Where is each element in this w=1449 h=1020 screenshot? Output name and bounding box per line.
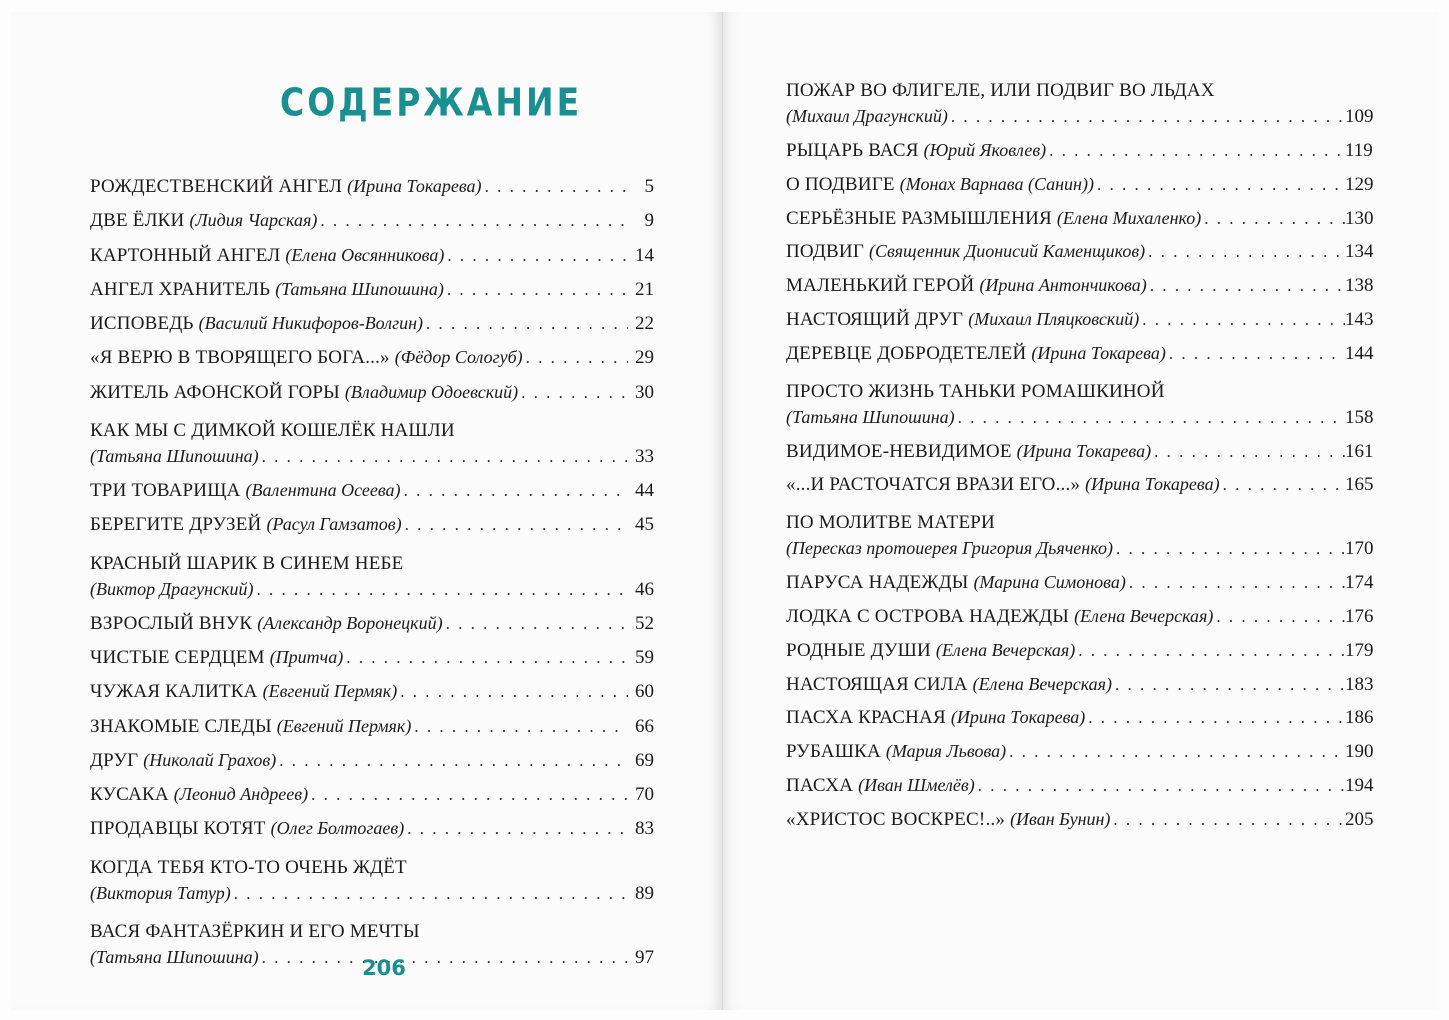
entry-page-number: 186 xyxy=(1345,707,1374,729)
entry-title: ВАСЯ ФАНТАЗЁРКИН И ЕГО МЕЧТЫ xyxy=(90,920,420,942)
dot-leader xyxy=(1213,607,1345,627)
entry-author: (Ирина Токарева) xyxy=(1016,440,1152,461)
entry-title: ДРУГ xyxy=(90,749,139,771)
entry-title: ПОДВИГ xyxy=(786,241,865,263)
entry-author: (Татьяна Шипошина) xyxy=(275,278,444,299)
entry-title: СЕРЬЁЗНЫЕ РАЗМЫШЛЕНИЯ xyxy=(786,207,1052,229)
entry-title: ЗНАКОМЫЕ СЛЕДЫ xyxy=(90,715,272,737)
entry-page-number: 174 xyxy=(1345,572,1374,594)
entry-page-number: 138 xyxy=(1345,275,1374,297)
dot-leader xyxy=(411,717,628,737)
entry-author: (Михаил Пляцковский) xyxy=(968,308,1140,329)
toc-entry xyxy=(786,308,1374,343)
dot-leader xyxy=(444,246,628,266)
dot-leader xyxy=(1139,310,1345,330)
dot-leader xyxy=(523,348,628,368)
entry-title: ДЕРЕВЦЕ ДОБРОДЕТЕЛЕЙ xyxy=(786,342,1027,364)
entry-title: ПАРУСА НАДЕЖДЫ xyxy=(786,572,969,594)
entry-page-number: 14 xyxy=(635,244,654,266)
entry-title: ПАСХА КРАСНАЯ xyxy=(786,707,946,729)
entry-page-number: 45 xyxy=(635,514,654,536)
toc-entry xyxy=(786,741,1374,775)
entry-page-number: 179 xyxy=(1345,639,1374,661)
toc-entry xyxy=(90,480,654,514)
entry-title: КОГДА ТЕБЯ КТО-ТО ОЧЕНЬ ЖДЁТ xyxy=(90,856,407,878)
entry-title: РОДНЫЕ ДУШИ xyxy=(786,639,931,661)
entry-author: (Притча) xyxy=(269,646,344,667)
entry-title: О ПОДВИГЕ xyxy=(786,173,895,195)
toc-entry xyxy=(90,514,654,548)
toc-entry xyxy=(786,639,1374,674)
dot-leader xyxy=(948,107,1345,127)
entry-author: (Татьяна Шипошина) xyxy=(90,446,259,467)
entry-page-number: 69 xyxy=(635,749,654,771)
entry-author: (Ирина Токарева) xyxy=(1085,474,1220,495)
entry-title: КРАСНЫЙ ШАРИК В СИНЕМ НЕБЕ xyxy=(90,552,404,574)
entry-page-number: 70 xyxy=(635,784,654,806)
entry-title: БЕРЕГИТЕ ДРУЗЕЙ xyxy=(90,514,262,536)
toc-entry xyxy=(786,241,1374,275)
toc-entry xyxy=(90,750,654,784)
entry-title: ИСПОВЕДЬ xyxy=(90,313,194,335)
entry-author: (Ирина Антончикова) xyxy=(979,275,1147,296)
toc-entry xyxy=(786,140,1371,174)
entry-page-number: 176 xyxy=(1345,605,1374,627)
entry-title: АНГЕЛ ХРАНИТЕЛЬ xyxy=(90,278,271,300)
entry-title: НАСТОЯЩИЙ ДРУГ xyxy=(786,308,964,330)
entry-title: ВИДИМОЕ-НЕВИДИМОЕ xyxy=(786,440,1012,462)
toc-entry xyxy=(786,76,1374,140)
entry-title: КАРТОННЫЙ АНГЕЛ xyxy=(90,244,281,266)
entry-author: (Фёдор Сологуб) xyxy=(394,347,523,368)
entry-page-number: 9 xyxy=(644,210,654,232)
entry-author: (Елена Вечерская) xyxy=(972,673,1113,694)
entry-author: (Расул Гамзатов) xyxy=(266,514,402,535)
toc-entry xyxy=(90,549,654,613)
entry-author: (Татьяна Шипошина) xyxy=(786,406,955,427)
dot-leader xyxy=(343,648,628,668)
entry-page-number: 52 xyxy=(635,612,654,634)
toc-entry xyxy=(90,176,654,210)
entry-title: ПОЖАР ВО ФЛИГЕЛЕ, ИЛИ ПОДВИГ ВО ЛЬДАХ xyxy=(786,80,1215,101)
dot-leader xyxy=(317,211,628,231)
entry-author: (Елена Михаленко) xyxy=(1056,207,1202,228)
entry-page-number: 143 xyxy=(1345,308,1374,330)
toc-entry xyxy=(90,245,654,279)
dot-leader xyxy=(397,682,628,702)
left-page xyxy=(10,12,723,1010)
entry-author: (Владимир Одоевский) xyxy=(344,381,519,402)
entry-author: (Иван Бунин) xyxy=(1010,808,1111,829)
entry-page-number: 194 xyxy=(1345,774,1374,796)
entry-page-number: 165 xyxy=(1345,474,1374,496)
toc-entry xyxy=(90,647,654,681)
dot-leader xyxy=(1126,573,1345,593)
toc-entry xyxy=(90,279,654,313)
entry-author: (Евгений Пермяк) xyxy=(262,681,398,702)
entry-title: РЫЦАРЬ ВАСЯ xyxy=(786,140,919,161)
entry-title: ДВЕ ЁЛКИ xyxy=(90,210,185,232)
toc-entry xyxy=(90,681,654,715)
dot-leader xyxy=(1220,475,1345,495)
toc-entry xyxy=(786,440,1374,475)
dot-leader xyxy=(1085,708,1345,728)
toc-entry xyxy=(786,342,1374,377)
toc-entry xyxy=(786,173,1374,208)
entry-title: «Я ВЕРЮ В ТВОРЯЩЕГО БОГА...» xyxy=(90,347,390,369)
entry-title: КАК МЫ С ДИМКОЙ КОШЕЛЁК НАШЛИ xyxy=(90,420,455,442)
toc-entry xyxy=(786,707,1374,741)
dot-leader xyxy=(1147,276,1345,296)
entry-author: (Мария Львова) xyxy=(885,741,1007,762)
dot-leader xyxy=(482,177,628,197)
page-title: СОДЕРЖАНИЕ xyxy=(280,80,583,125)
entry-author: (Николай Грахов) xyxy=(143,749,277,770)
entry-author: (Ирина Токарева) xyxy=(347,176,482,196)
toc-entry xyxy=(786,808,1374,843)
entry-page-number: 59 xyxy=(635,646,654,668)
dot-leader xyxy=(401,481,628,501)
entry-title: «ХРИСТОС ВОСКРЕС!..» xyxy=(786,808,1006,830)
toc-entry xyxy=(90,313,654,347)
dot-leader xyxy=(253,580,628,600)
entry-title: ТРИ ТОВАРИЩА xyxy=(90,480,241,502)
entry-page-number: 170 xyxy=(1345,538,1374,560)
dot-leader xyxy=(1166,344,1345,364)
dot-leader xyxy=(955,408,1345,428)
toc-entry xyxy=(90,784,654,818)
right-page xyxy=(723,12,1439,1010)
entry-page-number: 66 xyxy=(635,715,654,737)
toc-list-right xyxy=(786,76,1374,843)
dot-leader xyxy=(1145,242,1345,262)
dot-leader xyxy=(518,383,628,403)
dot-leader xyxy=(1110,810,1345,830)
entry-title: «...И РАСТОЧАТСЯ ВРАЗИ ЕГО...» xyxy=(786,474,1081,496)
entry-author: (Василий Никифоров-Волгин) xyxy=(198,313,424,334)
dot-leader xyxy=(1006,742,1345,762)
entry-page-number: 161 xyxy=(1345,440,1374,462)
entry-title: ПАСХА xyxy=(786,774,854,796)
entry-title: НАСТОЯЩАЯ СИЛА xyxy=(786,673,968,695)
toc-entry xyxy=(90,347,654,381)
entry-title: ВЗРОСЛЫЙ ВНУК xyxy=(90,612,253,634)
dot-leader xyxy=(444,280,628,300)
entry-author: (Евгений Пермяк) xyxy=(276,715,412,736)
toc-entry xyxy=(786,605,1374,640)
entry-author: (Священник Дионисий Каменщиков) xyxy=(869,241,1146,262)
entry-author: (Елена Вечерская) xyxy=(1074,605,1214,626)
entry-page-number: 30 xyxy=(635,381,654,403)
toc-entry xyxy=(786,774,1374,809)
entry-title: МАЛЕНЬКИЙ ГЕРОЙ xyxy=(786,275,975,297)
entry-author: (Виктория Татур) xyxy=(90,882,231,903)
entry-page-number: 83 xyxy=(635,818,654,840)
entry-page-number: 109 xyxy=(1345,106,1374,127)
dot-leader xyxy=(443,614,628,634)
entry-title: ПРОДАВЦЫ КОТЯТ xyxy=(90,818,266,840)
entry-page-number: 5 xyxy=(644,176,654,197)
toc-entry xyxy=(90,416,654,480)
entry-author: (Леонид Андреев) xyxy=(173,784,309,805)
entry-title: ЛОДКА С ОСТРОВА НАДЕЖДЫ xyxy=(786,605,1070,627)
entry-author: (Александр Воронецкий) xyxy=(257,612,443,633)
dot-leader xyxy=(1094,175,1345,195)
toc-entry xyxy=(786,673,1374,708)
dot-leader xyxy=(1075,641,1345,661)
toc-entry xyxy=(786,275,1374,309)
toc-entry xyxy=(786,377,1374,441)
entry-page-number: 130 xyxy=(1345,207,1374,229)
entry-page-number: 119 xyxy=(1345,140,1373,161)
entry-page-number: 21 xyxy=(635,278,654,300)
entry-page-number: 190 xyxy=(1345,741,1374,763)
toc-entry xyxy=(90,210,654,244)
dot-leader xyxy=(402,515,628,535)
entry-author: (Пересказ протоиерея Григория Дьяченко) xyxy=(786,538,1113,559)
toc-entry xyxy=(90,853,654,917)
entry-page-number: 158 xyxy=(1345,406,1374,428)
toc-entry xyxy=(90,716,654,750)
entry-title: ЖИТЕЛЬ АФОНСКОЙ ГОРЫ xyxy=(90,381,340,403)
toc-entry xyxy=(786,474,1374,508)
dot-leader xyxy=(1112,675,1345,695)
dot-leader xyxy=(423,314,628,334)
entry-page-number: 205 xyxy=(1345,808,1374,830)
entry-author: (Валентина Осеева) xyxy=(245,480,401,501)
entry-page-number: 129 xyxy=(1345,173,1374,195)
dot-leader xyxy=(259,447,628,467)
toc-entry xyxy=(90,382,654,416)
entry-page-number: 144 xyxy=(1345,342,1374,364)
dot-leader xyxy=(308,785,628,805)
toc-entry xyxy=(786,207,1374,242)
entry-page-number: 22 xyxy=(635,313,654,335)
dot-leader xyxy=(1046,141,1345,161)
dot-leader xyxy=(404,819,628,839)
entry-page-number: 44 xyxy=(635,480,654,502)
entry-author: (Ирина Токарева) xyxy=(950,707,1086,728)
entry-page-number: 33 xyxy=(635,446,654,468)
entry-author: (Ирина Токарева) xyxy=(1031,342,1166,363)
entry-author: (Виктор Драгунский) xyxy=(90,578,254,599)
entry-author: (Михаил Драгунский) xyxy=(786,106,948,126)
entry-title: РОЖДЕСТВЕНСКИЙ АНГЕЛ xyxy=(90,176,343,197)
toc-list-left xyxy=(90,176,654,981)
entry-page-number: 97 xyxy=(635,946,654,968)
entry-page-number: 46 xyxy=(635,578,654,600)
entry-author: (Иван Шмелёв) xyxy=(858,774,975,795)
entry-author: (Марина Симонова) xyxy=(973,572,1126,593)
entry-page-number: 134 xyxy=(1345,241,1374,263)
entry-page-number: 29 xyxy=(635,347,654,369)
entry-author: (Лидия Чарская) xyxy=(189,210,318,231)
dot-leader xyxy=(231,884,628,904)
entry-page-number: 60 xyxy=(635,681,654,703)
entry-title: РУБАШКА xyxy=(786,741,881,763)
entry-title: ПО МОЛИТВЕ МАТЕРИ xyxy=(786,512,995,534)
toc-entry xyxy=(786,508,1374,572)
toc-entry xyxy=(90,613,654,647)
entry-page-number: 183 xyxy=(1345,673,1374,695)
entry-page-number: 89 xyxy=(635,882,654,904)
entry-author: (Монах Варнава (Санин)) xyxy=(899,173,1094,194)
entry-author: (Елена Овсянникова) xyxy=(285,244,445,265)
entry-author: (Олег Болтогаев) xyxy=(270,818,405,839)
dot-leader xyxy=(276,751,628,771)
dot-leader xyxy=(1201,209,1345,229)
dot-leader xyxy=(259,948,628,968)
entry-title: ЧИСТЫЕ СЕРДЦЕМ xyxy=(90,646,265,668)
entry-title: ЧУЖАЯ КАЛИТКА xyxy=(90,681,258,703)
entry-title: ПРОСТО ЖИЗНЬ ТАНЬКИ РОМАШКИНОЙ xyxy=(786,380,1165,402)
entry-author: (Юрий Яковлев) xyxy=(923,140,1047,160)
entry-title: КУСАКА xyxy=(90,784,169,806)
dot-leader xyxy=(975,776,1345,796)
entry-author: (Елена Вечерская) xyxy=(935,639,1076,660)
entry-author: (Татьяна Шипошина) xyxy=(90,946,259,967)
page-number: 206 xyxy=(362,956,406,980)
toc-entry xyxy=(90,818,654,852)
toc-entry xyxy=(786,572,1374,606)
dot-leader xyxy=(1113,539,1345,559)
dot-leader xyxy=(1151,442,1345,462)
